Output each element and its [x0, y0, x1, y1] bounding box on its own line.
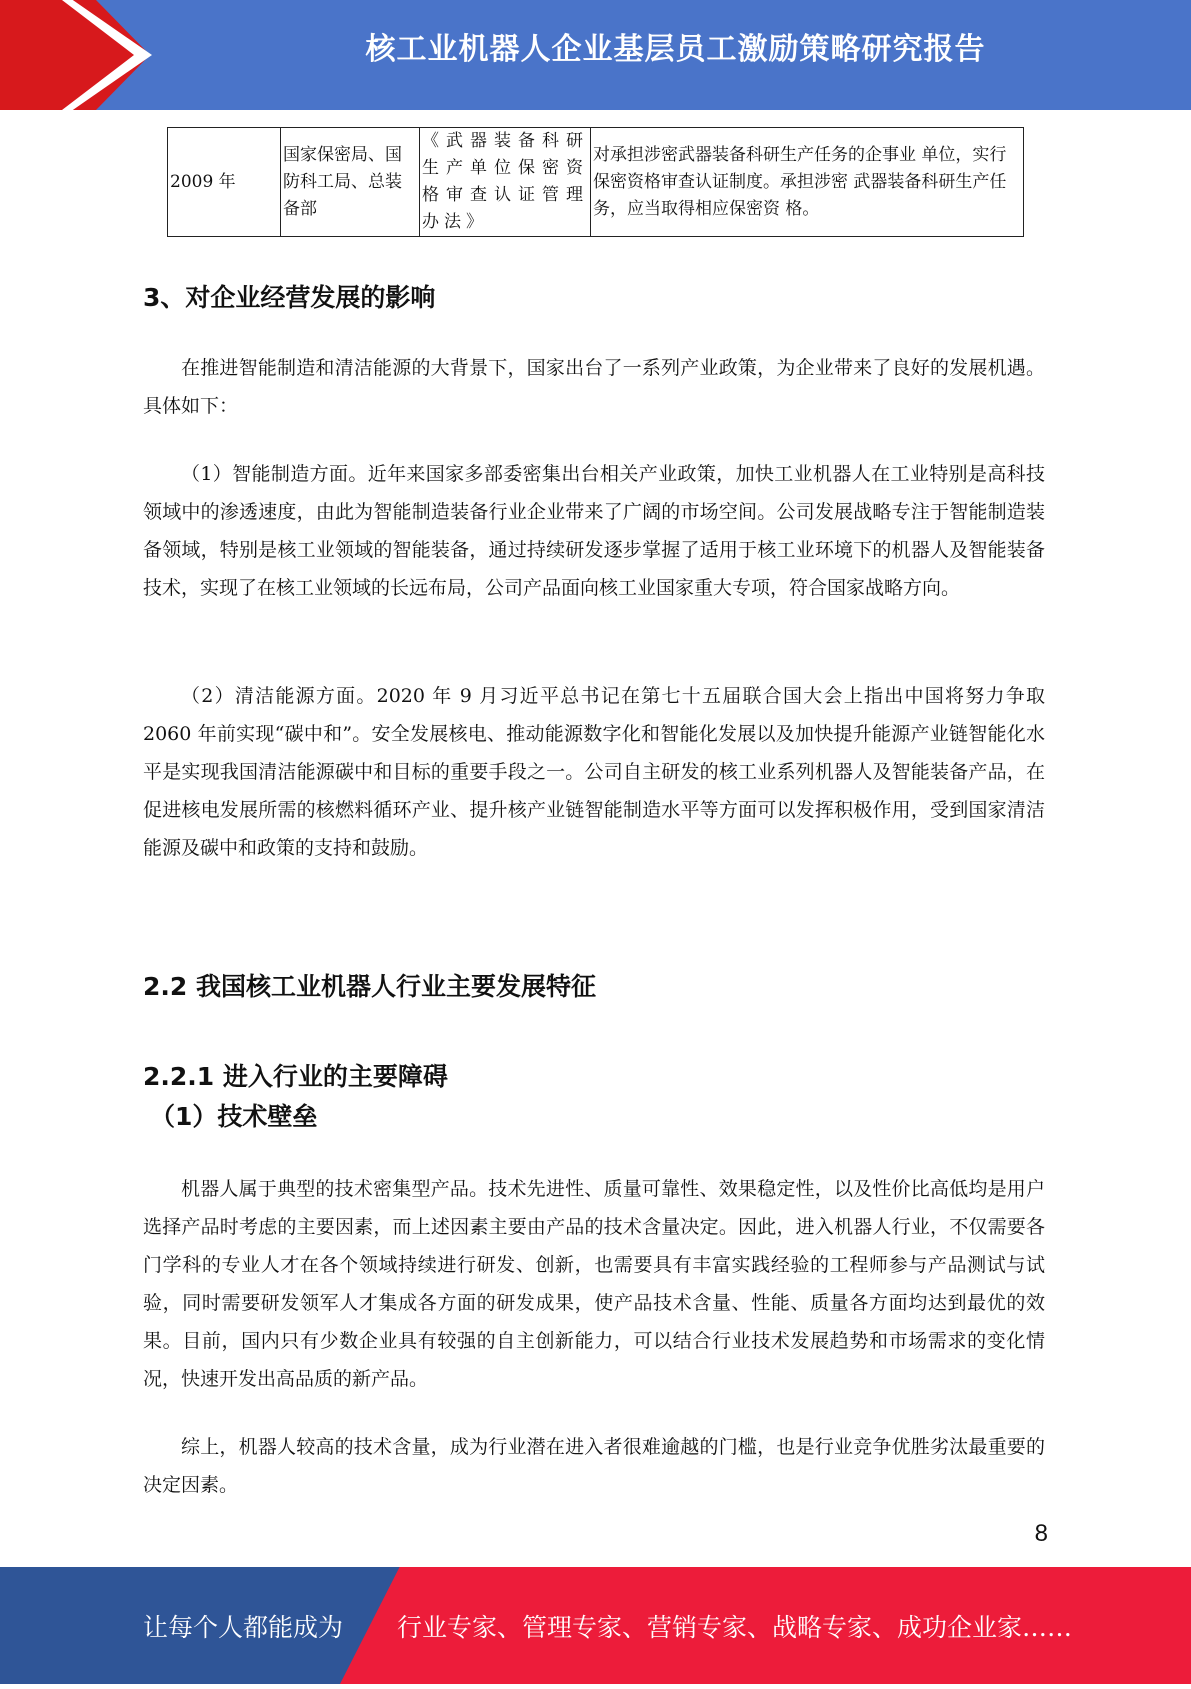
section3-body-2 — [143, 455, 1045, 607]
paragraph: 在推进智能制造和清洁能源的大背景下，国家出台了一系列产业政策，为企业带来了良好的发展机遇。具体如下： — [143, 357, 1045, 417]
report-title: 核工业机器人企业基层员工激励策略研究报告 — [365, 32, 986, 67]
paragraph: 机器人属于典型的技术密集型产品。技术先进性、质量可靠性、效果稳定性，以及性价比高低均是用户选择产品时考虑的主要因素，而上述因素主要由产品的技术含量决定。因此，进入机器人行业，不仅需要各门学科的专业人才在各个领域持续进行研发、创新，也需要具有丰富实践经验的工程师参与产品测试与试验，同时需要研发领军人才集成各方面的研发成果，使产品技术含量、性能、质量各方面均达到最优的效果。目前，国内只有少数企业具有较强的自主创新能力，可以结合行业技术发展趋势和市场需求的变化情况，快速开发出高品质的新产品。 — [143, 1178, 1045, 1390]
paragraph: 综上，机器人较高的技术含量，成为行业潜在进入者很难逾越的门槛，也是行业竞争优胜劣汰最重要的决定因素。 — [143, 1436, 1045, 1496]
section-heading-2-2: 2.2 我国核工业机器人行业主要发展特征 — [143, 972, 596, 1001]
table-cell-regulation: 《武器装备科研生产单位保密资格审查认证管理办法》 — [420, 128, 591, 237]
subsubsection-heading: （1）技术壁垒 — [150, 1102, 318, 1131]
page-number: 8 — [1034, 1520, 1048, 1547]
table-cell-department: 国家保密局、国防科工局、总装备部 — [281, 128, 420, 237]
paragraph: （2）清洁能源方面。2020 年 9 月习近平总书记在第七十五届联合国大会上指出中国将努力争取 2060 年前实现“碳中和”。安全发展核电、推动能源数字化和智能化发展以及加快提升能源产业链智能化水平是实现我国清洁能源碳中和目标的重要手段之一。公司自主研发的核工业系列机器人及智能装备产品，在促进核电发展所需的核燃料循环产业、提升核产业链智能制造水平等方面可以发挥积极作用，受到国家清洁能源及碳中和政策的支持和鼓励。 — [143, 685, 1045, 859]
paragraph: （1）智能制造方面。近年来国家多部委密集出台相关产业政策，加快工业机器人在工业特别是高科技领域中的渗透速度，由此为智能制造装备行业企业带来了广阔的市场空间。公司发展战略专注于智能制造装备领域，特别是核工业领域的智能装备，通过持续研发逐步掌握了适用于核工业环境下的机器人及智能装备技术，实现了在核工业领域的长远布局，公司产品面向核工业国家重大专项，符合国家战略方向。 — [143, 463, 1045, 599]
subsection-heading: 2.2.1 进入行业的主要障碍 — [143, 1062, 448, 1091]
section3-body-3 — [143, 677, 1045, 867]
header-red-arrow — [0, 0, 150, 110]
section-heading: 3、对企业经营发展的影响 — [143, 283, 436, 312]
table-cell-year: 2009 年 — [168, 128, 281, 237]
footer-banner — [0, 1567, 1191, 1684]
footer-slogan-left: 让每个人都能成为 — [143, 1613, 344, 1642]
table-cell-description: 对承担涉密武器装备科研生产任务的企事业 单位，实行保密资格审查认证制度。承担涉密 武器装备科研生产任务，应当取得相应保密资 格。 — [591, 128, 1024, 237]
section3-body — [143, 349, 1045, 425]
section22-body-2 — [143, 1428, 1045, 1504]
header-banner — [0, 0, 1191, 110]
section22-body — [143, 1170, 1045, 1398]
footer-slogan-right: 行业专家、管理专家、营销专家、战略专家、成功企业家…… — [397, 1613, 1073, 1642]
table-row — [168, 128, 1024, 237]
policy-table — [167, 127, 1024, 237]
